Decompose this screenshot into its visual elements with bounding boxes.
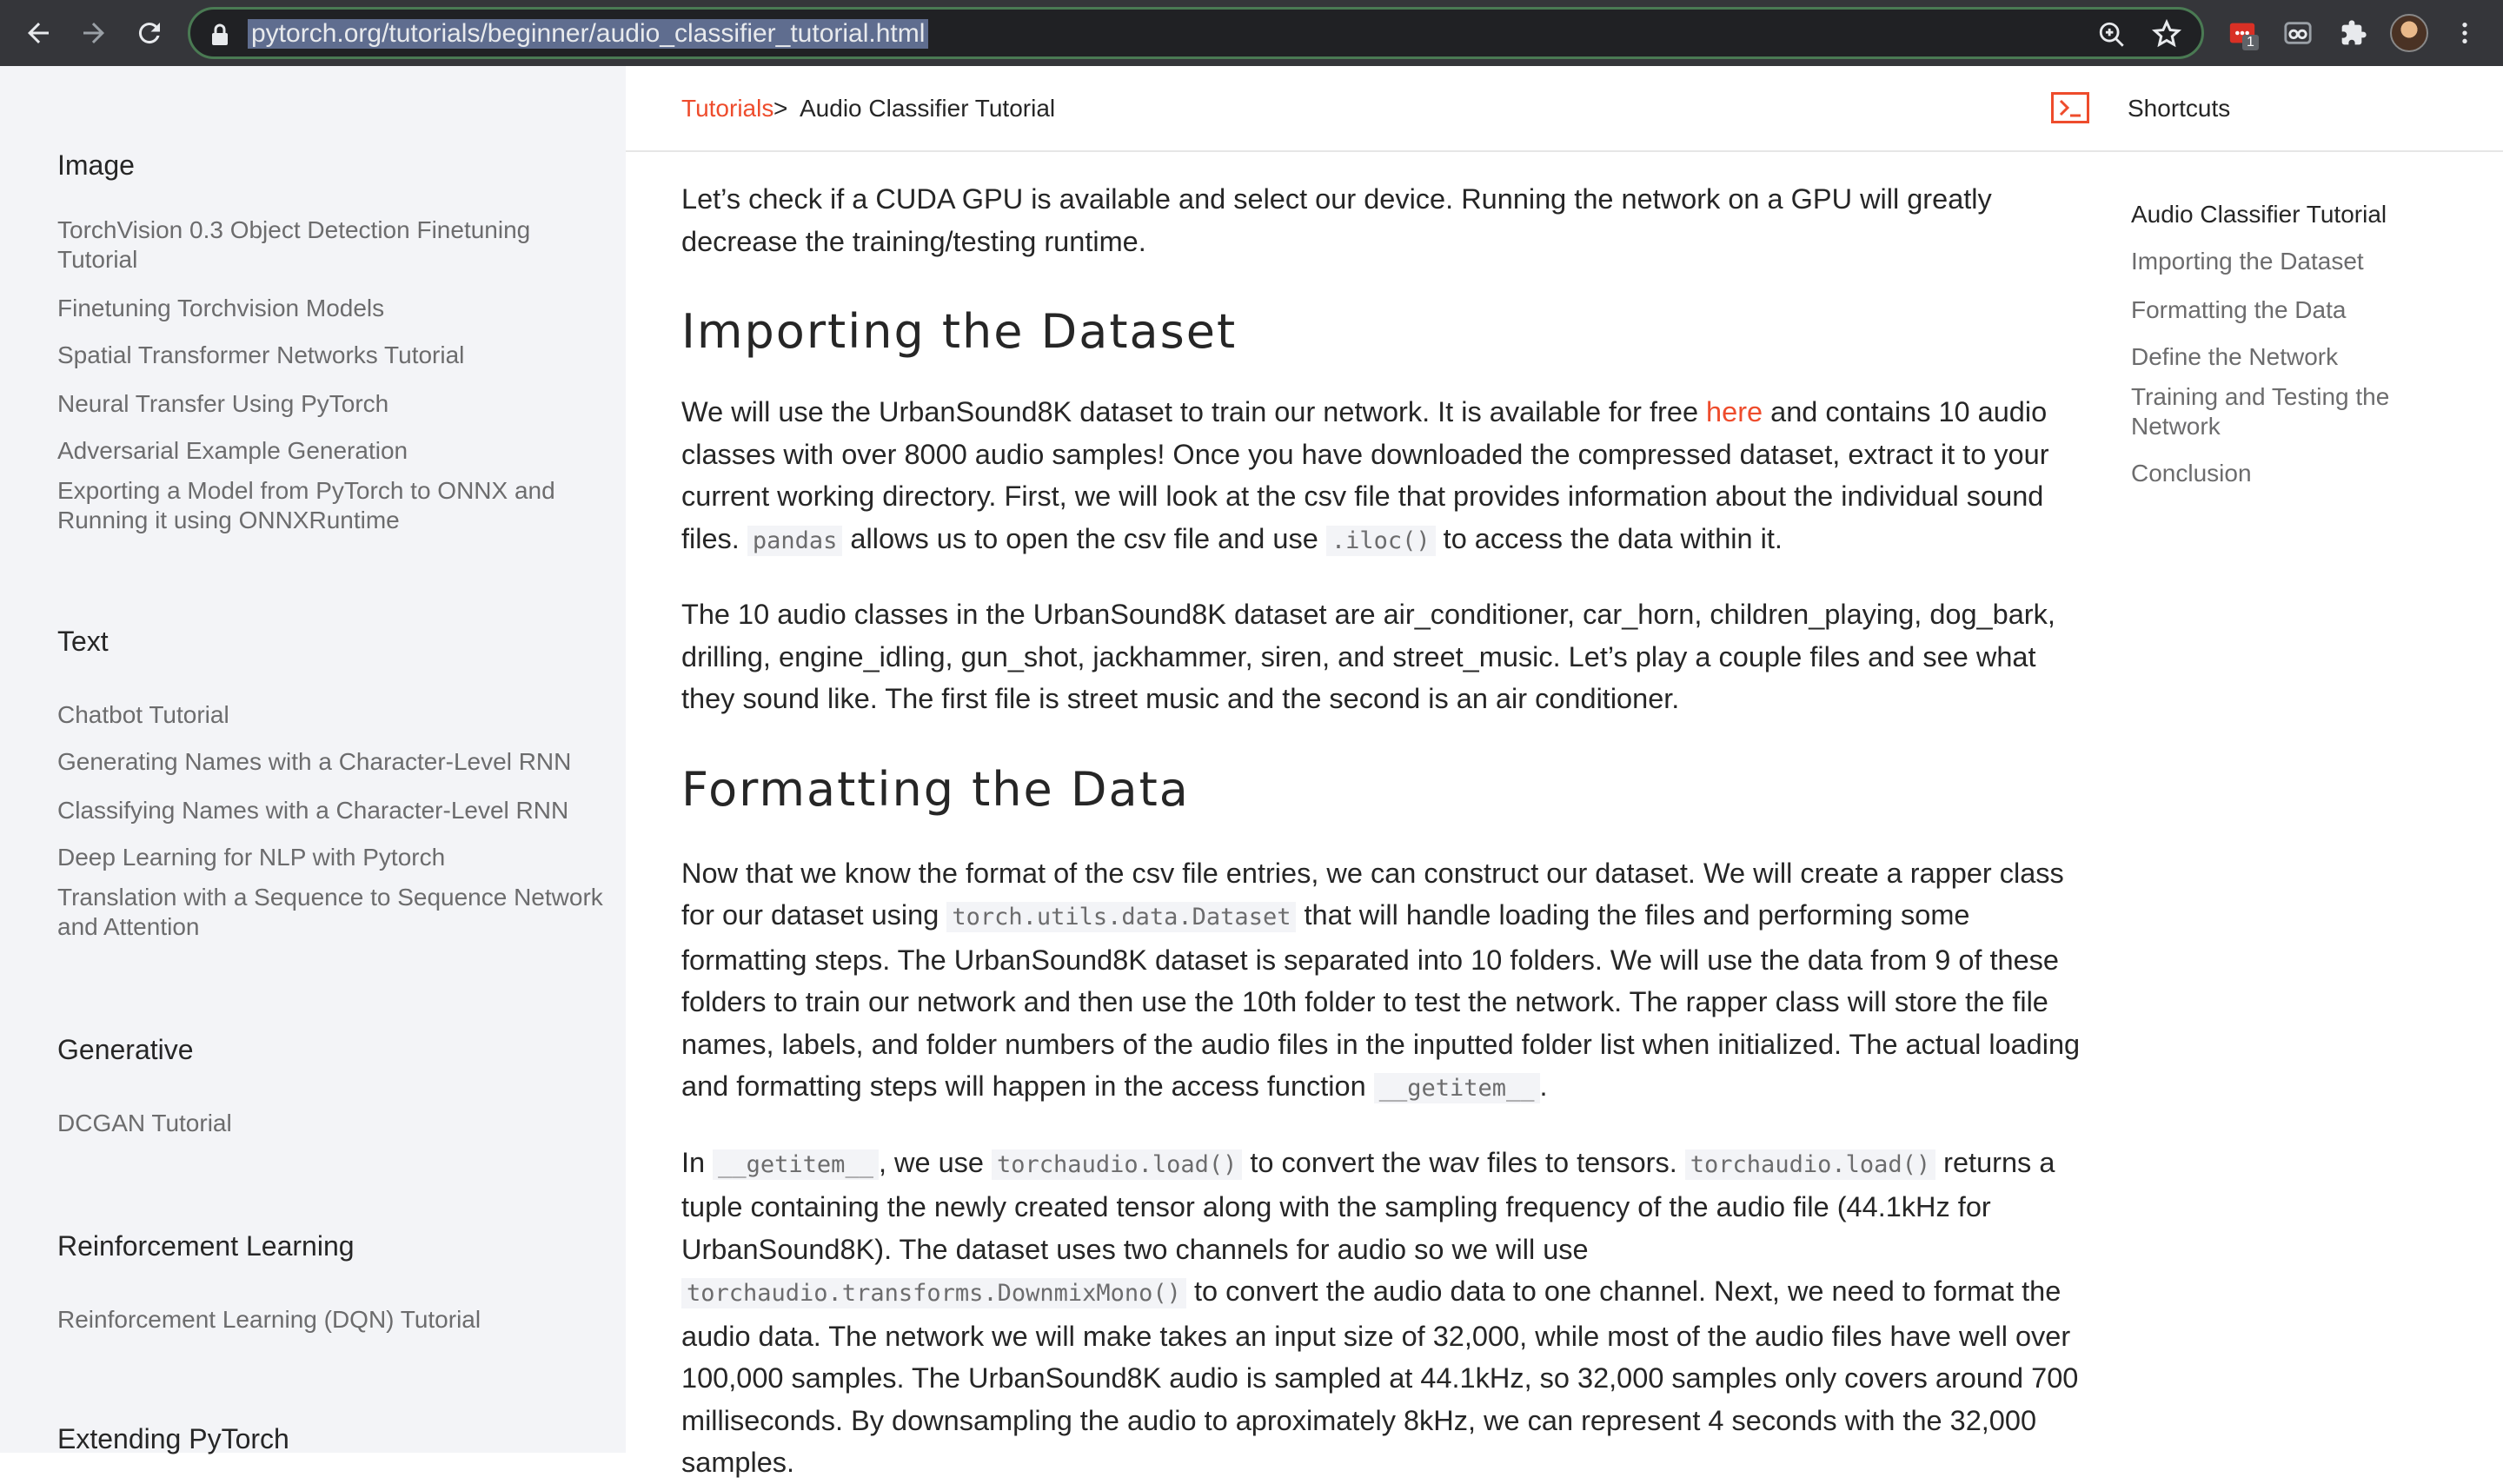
text-run: to convert the wav files to tensors. — [1242, 1146, 1685, 1178]
zoom-icon[interactable] — [2097, 20, 2127, 50]
text-run: returns a tuple containing the newly created tensor along with the sampling frequency of the audio file (44.1kHz for UrbanSound8K). The dataset uses two channels for audio so we will use — [681, 1146, 2055, 1265]
extension-badge: 1 — [2242, 35, 2259, 50]
sidebar-section-image — [57, 148, 135, 182]
sidebar-section-generative — [57, 1032, 194, 1067]
address-bar[interactable] — [188, 7, 2204, 59]
back-arrow-icon[interactable] — [17, 12, 59, 54]
format-paragraph-2 — [681, 1142, 2089, 1484]
dataset-here-link[interactable]: here — [1706, 396, 1763, 427]
sidebar-item[interactable]: Generating Names with a Character-Level RNN — [57, 748, 572, 775]
url-text[interactable]: pytorch.org/tutorials/beginner/audio_classifier_tutorial.html — [248, 19, 928, 49]
glasses-extension-icon[interactable] — [2281, 16, 2315, 50]
breadcrumb — [626, 66, 2503, 152]
lock-icon[interactable] — [209, 23, 230, 46]
text-run: , we use — [878, 1146, 993, 1178]
text-run: Now that we know the format of the csv file entries, we can construct our dataset. We will create a rapper class for our dataset using — [681, 857, 2064, 931]
sidebar-item[interactable]: Chatbot Tutorial — [57, 701, 229, 728]
text-run: We will use the UrbanSound8K dataset to train our network. It is available for free — [681, 396, 1707, 427]
sidebar-item[interactable]: Adversarial Example Generation — [57, 437, 408, 464]
text-run: to convert the audio data to one channel. Next, we need to format the audio data. The network we will make takes an input size of 32,000, while most of the audio files have well over 100,000 samples. The UrbanSound8K audio is sampled at 44.1kHz, so 32,000 samples only covers around 700 milliseconds. By downsampling the audio to aproximately 8kHz, we can represent 4 seconds with the 32,000 samples. — [681, 1275, 2079, 1478]
import-paragraph-1 — [681, 391, 2089, 562]
code-torchaudio-load: torchaudio.load() — [992, 1149, 1242, 1180]
sidebar-section-extending — [57, 1421, 289, 1456]
sidebar-item[interactable]: Classifying Names with a Character-Level RNN — [57, 797, 569, 824]
sidebar-section-text — [57, 624, 109, 659]
sidebar-section-reinforcement — [57, 1229, 355, 1263]
breadcrumb-current: Audio Classifier Tutorial — [800, 95, 1056, 122]
code-iloc: .iloc() — [1326, 526, 1436, 556]
sidebar-item[interactable]: Spatial Transformer Networks Tutorial — [57, 341, 465, 368]
shortcuts-label[interactable]: Shortcuts — [2128, 95, 2231, 122]
reload-icon[interactable] — [129, 12, 170, 54]
sidebar-heading: Extending PyTorch — [57, 1423, 289, 1454]
toc-item-importing[interactable]: Importing the Dataset — [2131, 248, 2364, 275]
heading-importing-dataset: Importing the Dataset — [681, 304, 1238, 359]
sidebar-item[interactable]: Deep Learning for NLP with Pytorch — [57, 844, 446, 871]
code-getitem: __getitem__ — [1374, 1073, 1540, 1103]
text-run: to access the data within it. — [1435, 522, 1783, 554]
breadcrumb-separator: > — [773, 95, 788, 122]
sidebar-item[interactable]: Neural Transfer Using PyTorch — [57, 390, 389, 417]
sidebar-heading: Generative — [57, 1034, 194, 1065]
sidebar-item[interactable]: Reinforcement Learning (DQN) Tutorial — [57, 1306, 481, 1333]
article-body — [681, 152, 2089, 1484]
toc-item-formatting[interactable]: Formatting the Data — [2131, 296, 2347, 323]
sidebar-item[interactable]: Exporting a Model from PyTorch to ONNX and Running it using ONNXRuntime — [57, 477, 555, 533]
text-run: . — [1539, 1070, 1548, 1102]
text-run: allows us to open the csv file and use — [842, 522, 1326, 554]
code-downmix-mono: torchaudio.transforms.DownmixMono() — [681, 1278, 1186, 1308]
code-getitem: __getitem__ — [713, 1149, 879, 1180]
browser-toolbar — [0, 0, 2503, 66]
sidebar-item[interactable]: TorchVision 0.3 Object Detection Finetuning Tutorial — [57, 216, 531, 273]
format-paragraph-1 — [681, 852, 2089, 1110]
sidebar-item[interactable]: DCGAN Tutorial — [57, 1110, 232, 1136]
forward-arrow-icon[interactable] — [73, 12, 115, 54]
sidebar-heading: Text — [57, 626, 109, 657]
code-dataset: torch.utils.data.Dataset — [946, 902, 1296, 932]
text-run: that will handle loading the files and performing some formatting steps. The UrbanSound8K dataset is separated into 10 folders. We will use the data from 9 of these folders to train our network and then use the 10th folder to test the network. The rapper class will store the file names, labels, and folder numbers of the audio files in the inputted folder list when initialized. The actual loading and formatting steps will happen in the access function — [681, 899, 2081, 1102]
puzzle-icon[interactable] — [2336, 16, 2371, 50]
breadcrumb-tutorials-link[interactable]: Tutorials — [681, 95, 774, 122]
text-run: In — [681, 1146, 714, 1178]
sidebar-heading: Image — [57, 149, 135, 181]
text-run: and contains 10 audio classes with over 8000 audio samples! Once you have downloaded the compressed dataset, extract it to your current working directory. First, we will look at the csv file that provides information about the individual sound files. — [681, 396, 2049, 554]
extension-icon[interactable] — [2225, 16, 2260, 50]
sidebar-heading: Reinforcement Learning — [57, 1230, 355, 1262]
sidebar-item[interactable]: Translation with a Sequence to Sequence Network and Attention — [57, 884, 603, 940]
toc-item-training[interactable]: Training and Testing the Network — [2131, 383, 2390, 440]
terminal-icon[interactable] — [2051, 92, 2089, 123]
code-pandas: pandas — [747, 526, 843, 556]
import-paragraph-2: The 10 audio classes in the UrbanSound8K dataset are air_conditioner, car_horn, children_playing, dog_bark, drilling, engine_idling, gun_shot, jackhammer, siren, and street_music. Let’s play a couple files and see what they sound like. The first file is street music and the second is an air conditioner. — [681, 599, 2055, 714]
toc-item-define-network[interactable]: Define the Network — [2131, 343, 2339, 370]
tutorials-sidebar — [0, 66, 626, 1453]
profile-avatar[interactable] — [2390, 14, 2428, 52]
code-torchaudio-load: torchaudio.load() — [1685, 1149, 1935, 1180]
toc-item-conclusion[interactable]: Conclusion — [2131, 460, 2252, 487]
star-icon[interactable] — [2151, 18, 2182, 50]
sidebar-item[interactable]: Finetuning Torchvision Models — [57, 295, 385, 321]
heading-formatting-data: Formatting the Data — [681, 761, 1190, 817]
menu-kebab-icon[interactable] — [2447, 16, 2482, 50]
toc-item-audio-classifier[interactable]: Audio Classifier Tutorial — [2131, 201, 2387, 228]
intro-paragraph: Let’s check if a CUDA GPU is available and select our device. Running the network on a GPU will greatly decrease the training/testing runtime. — [681, 183, 1992, 257]
